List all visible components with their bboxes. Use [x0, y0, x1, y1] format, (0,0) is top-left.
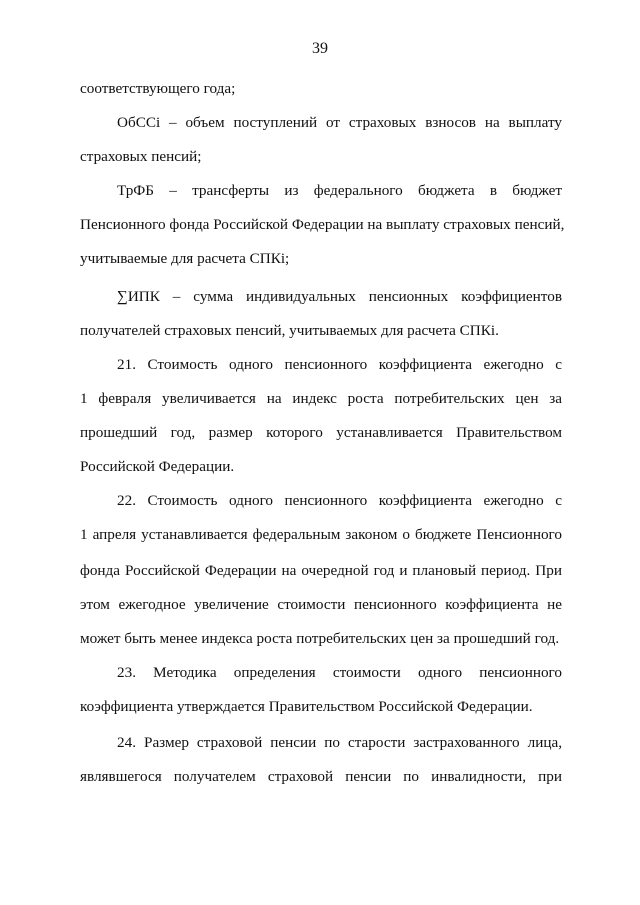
text-line: страховых пенсий; [80, 148, 202, 165]
text-line: этом ежегодное увеличение стоимости пенсионного коэффициента не [80, 596, 562, 613]
text-line: коэффициента утверждается Правительством Российской Федерации. [80, 698, 533, 715]
text-line: 22. Стоимость одного пенсионного коэффициента ежегодно с [117, 492, 562, 509]
text-line: прошедший год, размер которого устанавливается Правительством [80, 424, 562, 441]
text-line: соответствующего года; [80, 80, 236, 97]
text-line: учитываемые для расчета СПКi; [80, 250, 290, 267]
text-line: 24. Размер страховой пенсии по старости застрахованного лица, [117, 734, 562, 751]
text-line: может быть менее индекса роста потребительских цен за прошедший год. [80, 630, 560, 647]
text-line: 21. Стоимость одного пенсионного коэффициента ежегодно с [117, 356, 562, 373]
text-line: 1 февраля увеличивается на индекс роста потребительских цен за [80, 390, 562, 407]
text-line: ОбССi – объем поступлений от страховых взносов на выплату [117, 114, 562, 131]
text-line: являвшегося получателем страховой пенсии по инвалидности, при [80, 768, 562, 785]
page-number: 39 [312, 40, 328, 57]
text-line: 23. Методика определения стоимости одного пенсионного [117, 664, 562, 681]
text-line: фонда Российской Федерации на очередной год и плановый период. При [80, 562, 562, 579]
text-line: Пенсионного фонда Российской Федерации на выплату страховых пенсий, [80, 216, 565, 233]
text-line: ∑ИПК – сумма индивидуальных пенсионных коэффициентов [117, 288, 562, 305]
text-line: Российской Федерации. [80, 458, 235, 475]
text-line: получателей страховых пенсий, учитываемых для расчета СПКi. [80, 322, 499, 339]
text-line: ТрФБ – трансферты из федерального бюджета в бюджет [117, 182, 562, 199]
text-line: 1 апреля устанавливается федеральным законом о бюджете Пенсионного [80, 526, 562, 543]
